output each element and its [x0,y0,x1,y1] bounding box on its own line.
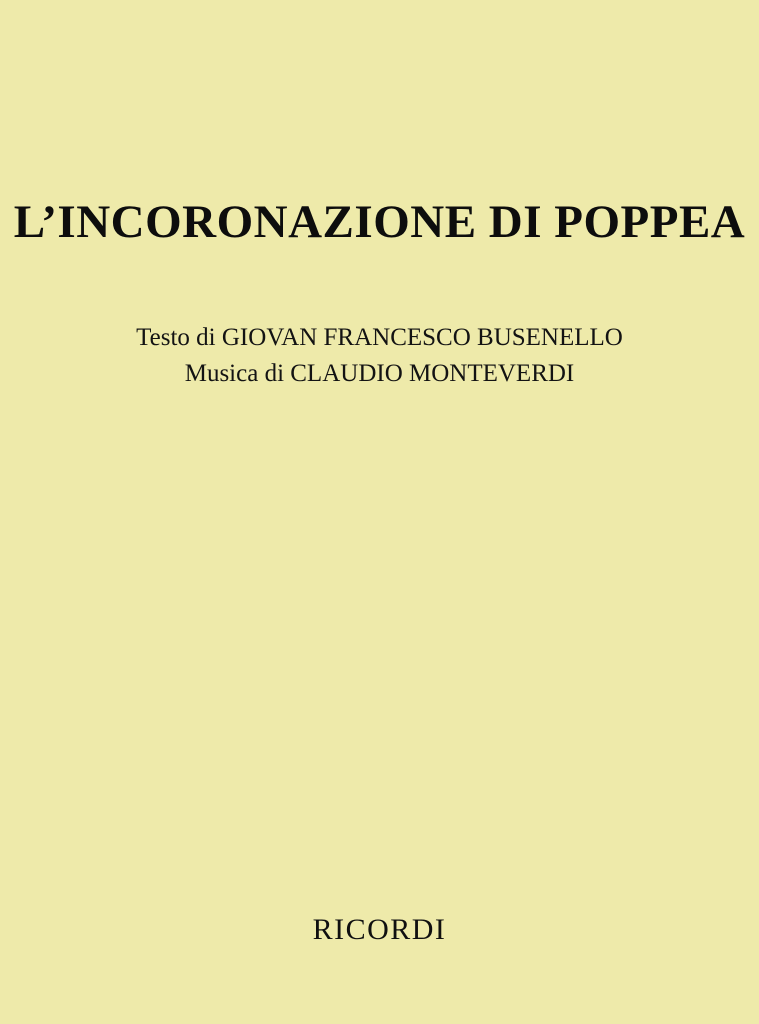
publisher-name: RICORDI [312,913,447,946]
composer-credit: Musica di CLAUDIO MONTEVERDI [184,359,575,387]
publisher-block [0,913,759,947]
page-title: L’INCORONAZIONE DI POPPEA [13,196,746,248]
title-block [0,198,759,247]
librettist-credit: Testo di GIOVAN FRANCESCO BUSENELLO [136,324,623,351]
credits-block [0,320,759,391]
